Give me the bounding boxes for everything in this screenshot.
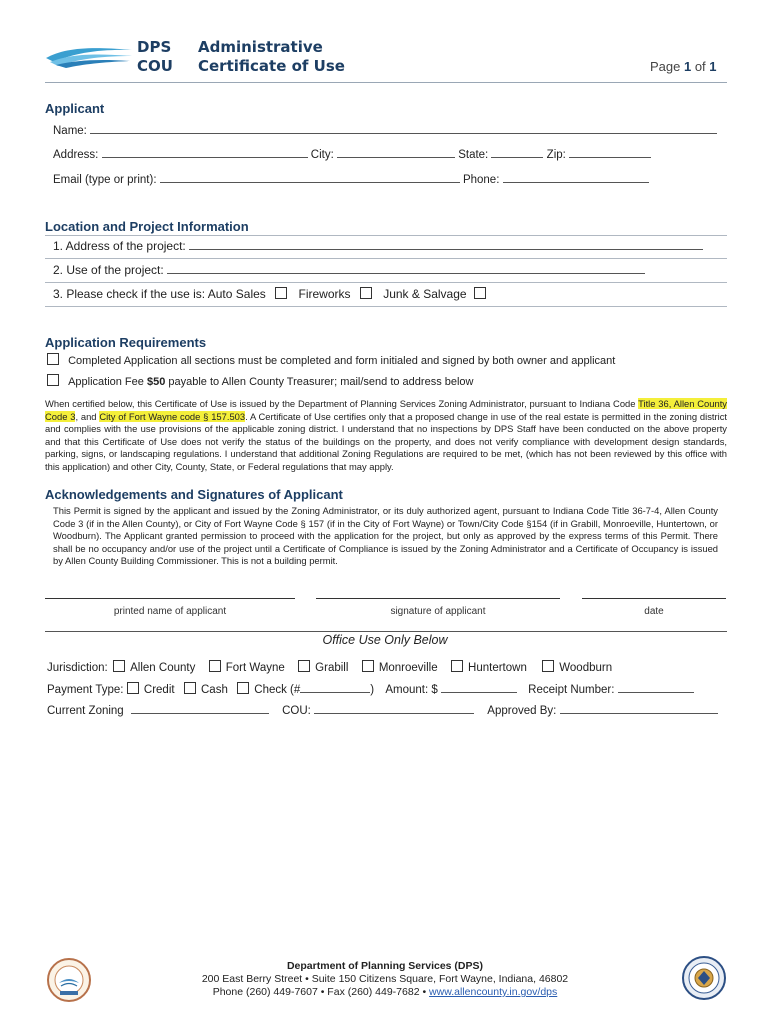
allen-county-label: Allen County	[130, 662, 196, 674]
requirements-section-title: Application Requirements	[45, 335, 207, 350]
cou-label: COU:	[282, 705, 311, 717]
city-label: City:	[310, 149, 334, 161]
page-of: of	[691, 59, 710, 74]
email-blank[interactable]	[160, 172, 460, 183]
amount-blank[interactable]	[441, 682, 517, 693]
acknowledgements-section-title: Acknowledgements and Signatures of Applicant	[45, 487, 343, 502]
email-label: Email (type or print):	[53, 174, 157, 186]
doc-title	[198, 38, 345, 76]
address-row	[53, 147, 651, 161]
printed-name-line[interactable]	[45, 598, 295, 599]
fort-wayne-checkbox[interactable]	[209, 660, 221, 672]
state-blank[interactable]	[491, 147, 543, 158]
cert-text-b: , and	[75, 410, 100, 422]
fort-wayne-label: Fort Wayne	[225, 662, 285, 674]
jurisdiction-label: Jurisdiction:	[47, 662, 108, 674]
doc-title-line2: Certificate of Use	[198, 57, 345, 75]
printed-name-caption: printed name of applicant	[113, 606, 227, 617]
date-line[interactable]	[582, 598, 726, 599]
cash-label: Cash	[201, 684, 228, 696]
doc-code-line2: COU	[137, 57, 173, 75]
phone-blank[interactable]	[503, 172, 649, 183]
current-zoning-label: Current Zoning	[47, 705, 124, 717]
email-row	[53, 172, 649, 186]
cash-checkbox[interactable]	[184, 682, 196, 694]
huntertown-label: Huntertown	[468, 662, 527, 674]
certification-paragraph	[45, 398, 727, 474]
doc-code-line1: DPS	[137, 38, 172, 56]
credit-checkbox[interactable]	[127, 682, 139, 694]
completed-application-checkbox[interactable]	[47, 353, 59, 365]
project-use-row	[53, 263, 645, 277]
allen-county-checkbox[interactable]	[113, 660, 125, 672]
doc-code	[137, 38, 173, 76]
fee-text-post: payable to Allen County Treasurer; mail/send to address below	[165, 376, 474, 388]
page-number	[650, 59, 717, 74]
page-total: 1	[709, 59, 717, 74]
use-type-row	[53, 287, 486, 301]
check-close: )	[370, 684, 375, 696]
monroeville-checkbox[interactable]	[362, 660, 374, 672]
phone-label: Phone:	[462, 174, 500, 186]
payment-row	[47, 682, 694, 696]
office-divider	[45, 631, 727, 632]
fireworks-checkbox[interactable]	[360, 287, 372, 299]
signature-caption: signature of applicant	[390, 606, 486, 617]
name-field[interactable]	[53, 123, 717, 137]
footer-contact	[0, 986, 770, 999]
monroeville-label: Monroeville	[378, 662, 438, 674]
signature-line[interactable]	[316, 598, 560, 599]
check-label: Check (#	[254, 684, 301, 696]
project-address-label: 1. Address of the project:	[53, 239, 186, 253]
approved-by-label: Approved By:	[487, 705, 557, 717]
junk-salvage-label: Junk & Salvage	[383, 287, 467, 301]
woodburn-checkbox[interactable]	[542, 660, 554, 672]
name-label: Name:	[53, 125, 87, 137]
zip-label: Zip:	[546, 149, 566, 161]
footer-address: 200 East Berry Street • Suite 150 Citizens Square, Fort Wayne, Indiana, 46802	[201, 973, 569, 985]
city-blank[interactable]	[337, 147, 455, 158]
woodburn-label: Woodburn	[559, 662, 613, 674]
header-divider	[45, 82, 727, 83]
application-fee-checkbox[interactable]	[47, 374, 59, 386]
zoning-row	[47, 703, 718, 717]
divider	[45, 306, 727, 307]
address-blank[interactable]	[102, 147, 308, 158]
requirement-completed	[47, 353, 615, 367]
divider	[45, 235, 727, 236]
requirement-fee	[47, 374, 473, 388]
receipt-label: Receipt Number:	[528, 684, 615, 696]
applicant-section-title: Applicant	[45, 101, 105, 116]
fee-text-pre: Application Fee	[68, 376, 147, 388]
cert-text-c: . A Certificate of Use certifies only that a proposed change in use of the real estate is permitted in the zoning district and complies with the use provisions of the applicable zoning district. I understand that no inspections by DPS Staff have been conducted on the above property and that this Certificate of Use does not verify the status of the buildings on the property, and does not verify compliance with development design standards, parking, signs, or landscaping regulations. I understand that additional Zoning Regulations are required to be met, (which has not been reviewed by this office with this application) and other City, County, State, or Federal regulations that may apply.	[45, 410, 727, 472]
junk-salvage-checkbox[interactable]	[474, 287, 486, 299]
grabill-checkbox[interactable]	[298, 660, 310, 672]
project-address-blank[interactable]	[189, 239, 703, 250]
jurisdiction-row	[47, 660, 612, 674]
name-blank[interactable]	[90, 123, 717, 134]
cert-text-a: When certified below, this Certificate of Use is issued by the Department of Planning Services Zoning Administrator, pursuant to Indiana Code	[45, 398, 639, 409]
footer	[0, 960, 770, 999]
acknowledgement-paragraph: This Permit is signed by the applicant and issued by the Zoning Administrator, or its duly authorized agent, pursuant to Indiana Code Title 36-7-4, Allen County Code 3 (if in the Allen County), or City of Fort Wayne Code § 157 (if in the City of Fort Wayne) or Town/City Code §154 (if in Grabill, Monroeville, Huntertown, or Woodburn). The Applicant granted permission to proceed with the application for the project, but only as approved by the express terms of this Permit. There shall be no occupancy and/or use of the project until a Certificate of Compliance is issued by the Zoning Administrator and a Certificate of Occupancy is issued by Allen County Building Commissioner. This is not a building permit.	[53, 505, 718, 567]
divider	[45, 282, 727, 283]
cert-highlight-title36: Title 36, Allen County Code 3	[45, 398, 727, 422]
use-type-label: 3. Please check if the use is: Auto Sales	[53, 287, 266, 301]
doc-title-line1: Administrative	[198, 38, 323, 56]
current-zoning-blank[interactable]	[131, 703, 269, 714]
completed-application-label: Completed Application all sections must be completed and form initialed and signed by both owner and applicant	[68, 355, 616, 367]
payment-type-label: Payment Type:	[47, 684, 124, 696]
footer-department: Department of Planning Services (DPS)	[286, 960, 484, 972]
location-section-title: Location and Project Information	[45, 219, 249, 234]
huntertown-checkbox[interactable]	[451, 660, 463, 672]
address-label: Address:	[53, 149, 99, 161]
dps-logo-icon	[44, 44, 134, 68]
footer-phone: Phone (260) 449-7607 • Fax (260) 449-7682 •	[212, 986, 430, 998]
check-number-blank[interactable]	[300, 682, 370, 693]
cert-highlight-code: City of Fort Wayne code § 157.503	[99, 410, 246, 422]
project-address-row	[53, 239, 703, 253]
approved-by-blank[interactable]	[560, 703, 718, 714]
fee-amount: $50	[146, 376, 166, 388]
page-prefix: Page	[650, 59, 684, 74]
auto-sales-checkbox[interactable]	[275, 287, 287, 299]
state-label: State:	[458, 149, 489, 161]
project-use-label: 2. Use of the project:	[53, 263, 164, 277]
grabill-label: Grabill	[315, 662, 349, 674]
zip-blank[interactable]	[569, 147, 651, 158]
receipt-blank[interactable]	[618, 682, 694, 693]
footer-website-link[interactable]: www.allencounty.in.gov/dps	[429, 986, 558, 998]
amount-label: Amount: $	[385, 684, 438, 696]
credit-label: Credit	[143, 684, 175, 696]
cou-blank[interactable]	[314, 703, 474, 714]
check-checkbox[interactable]	[237, 682, 249, 694]
page-current: 1	[683, 59, 692, 74]
office-use-title: Office Use Only Below	[322, 633, 448, 647]
project-use-blank[interactable]	[167, 263, 645, 274]
fireworks-label: Fireworks	[298, 287, 351, 301]
date-caption: date	[644, 606, 664, 617]
divider	[45, 258, 727, 259]
